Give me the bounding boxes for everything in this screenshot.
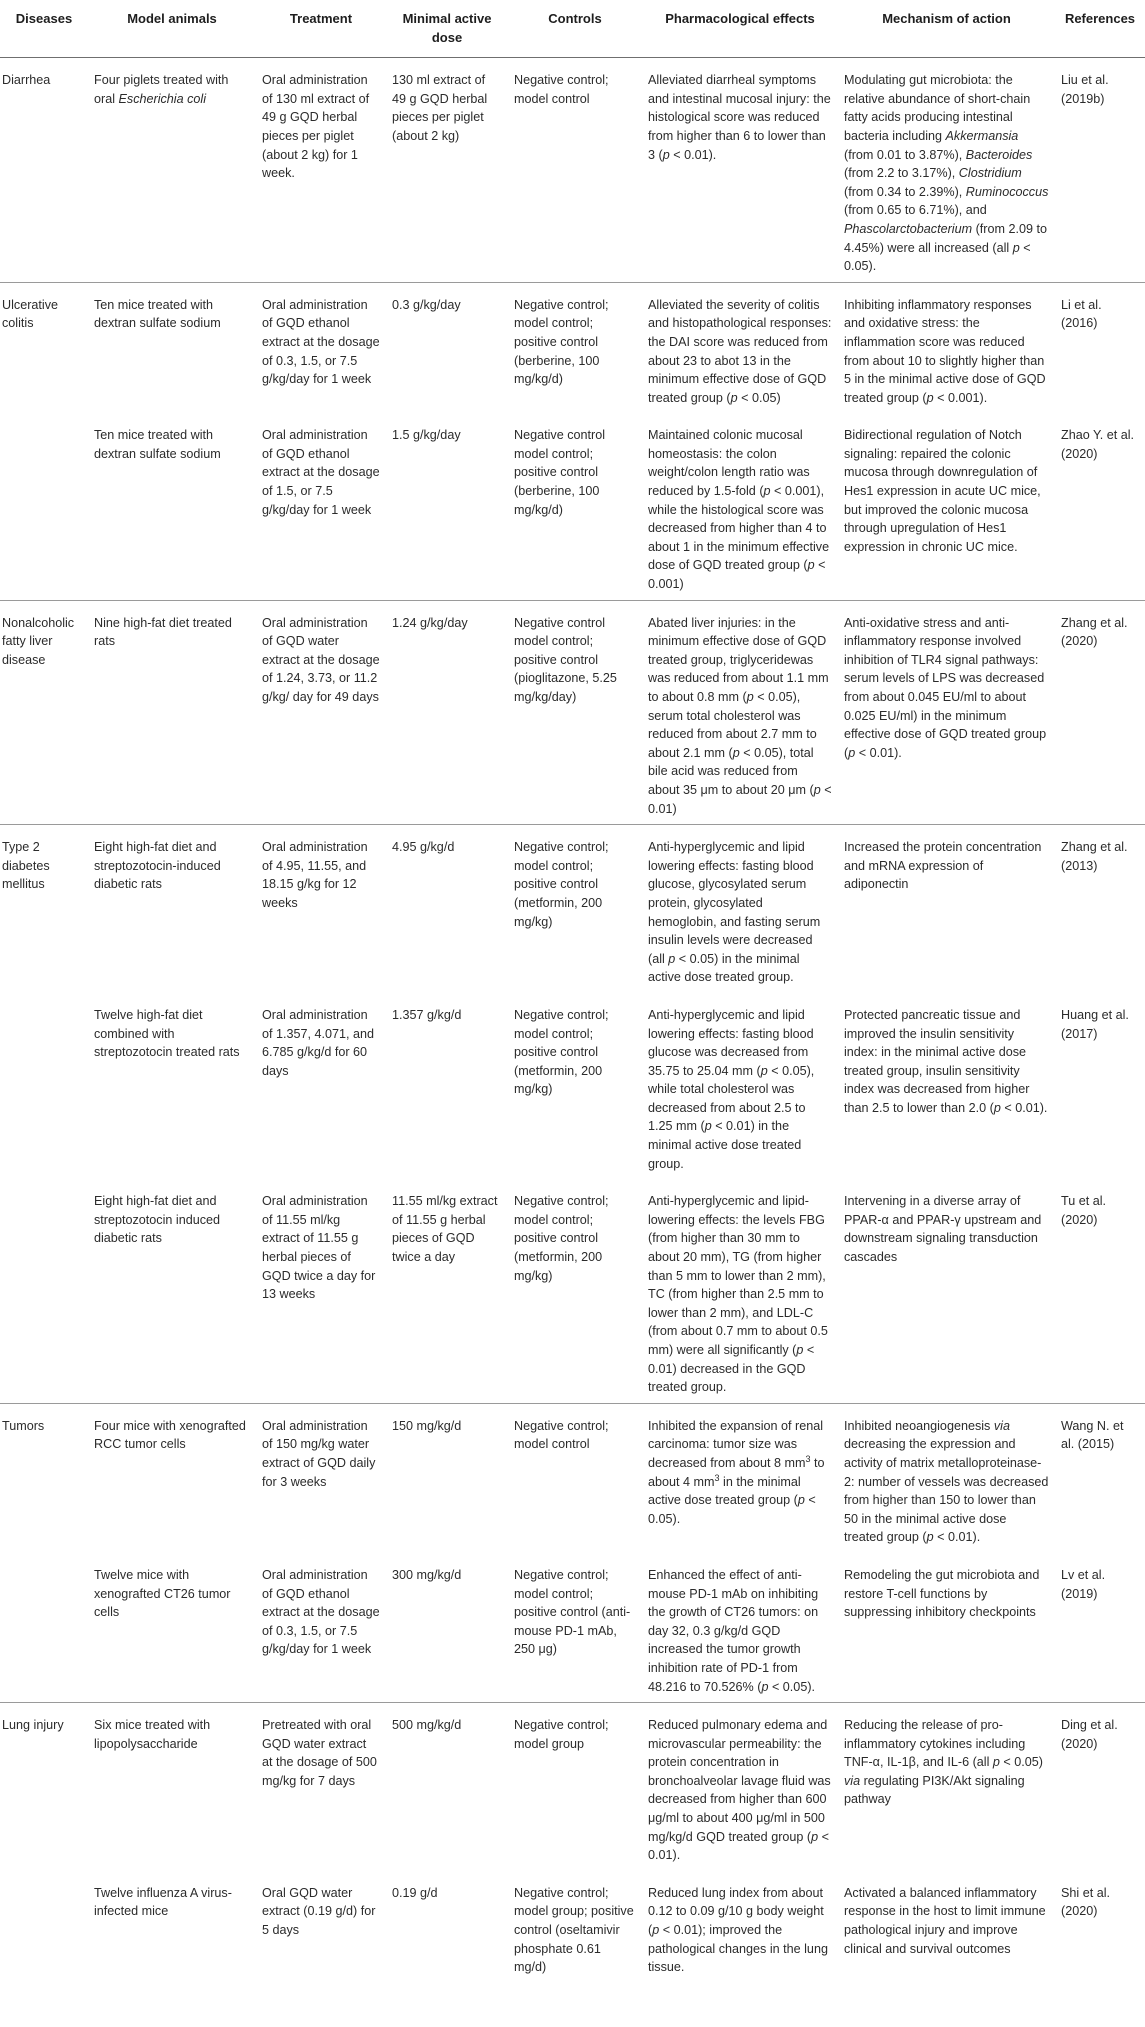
header-pharmacological-effects: Pharmacological effects: [642, 0, 838, 58]
minimal-dose-cell: 0.3 g/kg/day: [386, 282, 508, 413]
reference-cell: Li et al. (2016): [1055, 282, 1145, 413]
pharmacological-effects-cell: Anti-hyperglycemic and lipid-lowering effects: the levels FBG (from higher than 30 mm to about 20 mm), TG (from higher than 5 mm to lower than 2 mm), TC (from higher than 2.5 mm to lower than 2 mm), and LDL-C (from about 0.7 mm to about 0.5 mm) were all significantly (p < 0.01) decreased in the GQD treated group.: [648, 1194, 828, 1395]
mechanism-cell: Reducing the release of pro-inflammatory cytokines including TNF-α, IL-1β, and IL-6 (all p < 0.05) via regulating PI3K/Akt signaling pathway: [838, 1703, 1055, 1871]
model-animals-cell: Twelve mice with xenografted CT26 tumor cells: [94, 1567, 231, 1620]
mechanism-cell: Anti-oxidative stress and anti-inflammatory response involved inhibition of TLR4 signal pathways: serum levels of LPS was decreased from about 0.045 EU/ml to about 0.025 EU/ml) in the minimum effective dose of GQD treated group (p < 0.01).: [838, 600, 1055, 825]
mechanism-cell: Activated a balanced inflammatory response in the host to limit immune pathological injury and improve clinical and survival outcomes: [844, 1885, 1046, 1956]
reference-cell: Zhao Y. et al. (2020): [1061, 428, 1135, 461]
table-row: [0, 600, 1145, 825]
pharmacological-effects-cell: Inhibited the expansion of renal carcinoma: tumor size was decreased from about 8 $mm^3$ to about 4 $mm^3$ in the minimal active dose treated group (p < 0.05).: [642, 1403, 838, 1553]
table-body: [0, 58, 1145, 1983]
reference-cell: Tu et al. (2020): [1061, 1194, 1107, 1227]
minimal-dose-cell: 1.357 g/kg/d: [392, 1007, 462, 1022]
disease-cell: Tumors: [0, 1403, 88, 1553]
disease-cell: [0, 1553, 88, 1703]
controls-cell: Negative control; model control; positive control (metformin, 200 mg/kg): [514, 1194, 609, 1283]
model-animals-cell: Eight high-fat diet and streptozotocin-induced diabetic rats: [88, 825, 256, 993]
mechanism-cell: Inhibited neoangiogenesis via decreasing the expression and activity of matrix metalloproteinase-2: number of vessels was decreased from higher than 150 to lower than 50 in the minimal active dose treated group (p < 0.01).: [838, 1403, 1055, 1553]
pharmacological-effects-cell: Enhanced the effect of anti-mouse PD-1 mAb on inhibiting the growth of CT26 tumors: on day 32, 0.3 g/kg/d GQD increased the tumor growth inhibition rate of PD-1 from 48.216 to 70.526% (p < 0.05).: [648, 1567, 819, 1694]
table-row: [0, 282, 1145, 413]
table-row: [0, 993, 1145, 1179]
treatment-cell: Oral administration of GQD ethanol extract at the dosage of 0.3, 1.5, or 7.5 g/kg/day for 1 week: [262, 1567, 380, 1657]
table-row: [0, 825, 1145, 993]
header-controls: Controls: [508, 0, 642, 58]
mechanism-cell: Modulating gut microbiota: the relative abundance of short-chain fatty acids producing intestinal bacteria including Akkermansia (from 0.01 to 3.87%), Bacteroides (from 2.2 to 3.17%), Clostridium (from 0.34 to 2.39%), Ruminococcus (from 0.65 to 6.71%), and Phascolarctobacterium (from 2.09 to 4.45%) were all increased (all p < 0.05).: [844, 73, 1049, 274]
model-animals-cell: Six mice treated with lipopolysaccharide: [88, 1703, 256, 1871]
model-animals-cell: Twelve high-fat diet combined with streptozotocin treated rats: [94, 1007, 240, 1060]
header-row: [0, 0, 1145, 58]
pharmacological-effects-cell: Maintained colonic mucosal homeostasis: the colon weight/colon length ratio was reduced by 1.5-fold (p < 0.001), while the histological score was decreased from higher than 4 to about 1 in the minimum effective dose of GQD treated group (p < 0.001): [648, 428, 830, 592]
disease-cell: [0, 993, 88, 1179]
reference-cell: Zhang et al. (2013): [1055, 825, 1145, 993]
treatment-cell: Oral administration of GQD ethanol extract at the dosage of 1.5, or 7.5 g/kg/day for 1 week: [262, 428, 380, 517]
disease-cell: [0, 1871, 88, 1983]
controls-cell: Negative control; model group; positive control (oseltamivir phosphate 0.61 mg/d): [514, 1885, 634, 1975]
reference-cell: Liu et al. (2019b): [1061, 73, 1109, 106]
reference-cell: Lv et al. (2019): [1061, 1567, 1106, 1601]
treatment-cell: Oral administration of GQD ethanol extract at the dosage of 0.3, 1.5, or 7.5 g/kg/day for 1 week: [256, 282, 386, 413]
disease-cell: [0, 1179, 88, 1403]
treatment-cell: Oral administration of 150 mg/kg water extract of GQD daily for 3 weeks: [256, 1403, 386, 1553]
model-animals-cell: Ten mice treated with dextran sulfate sodium: [94, 428, 221, 461]
controls-cell: Negative control model control; positive control (berberine, 100 mg/kg/d): [514, 428, 606, 517]
controls-cell: Negative control; model group: [508, 1703, 642, 1871]
minimal-dose-cell: 500 mg/kg/d: [386, 1703, 508, 1871]
controls-cell: Negative control model control; positive control (pioglitazone, 5.25 mg/kg/day): [508, 600, 642, 825]
mechanism-cell: Inhibiting inflammatory responses and oxidative stress: the inflammation score was reduced from about 10 to slightly higher than 5 in the minimal active dose of GQD treated group (p < 0.001).: [838, 282, 1055, 413]
treatment-cell: Oral administration of 11.55 ml/kg extract of 11.55 g herbal pieces of GQD twice a day for 13 weeks: [262, 1194, 376, 1302]
header-diseases: Diseases: [0, 0, 88, 58]
controls-cell: Negative control; model control; positive control (metformin, 200 mg/kg): [508, 825, 642, 993]
disease-cell: Ulcerative colitis: [0, 282, 88, 413]
disease-cell: [0, 413, 88, 600]
treatment-cell: Pretreated with oral GQD water extract at the dosage of 500 mg/kg for 7 days: [256, 1703, 386, 1871]
model-animals-cell: Twelve influenza A virus-infected mice: [94, 1885, 232, 1919]
minimal-dose-cell: 1.5 g/kg/day: [392, 428, 461, 443]
pharmacological-effects-cell: Anti-hyperglycemic and lipid lowering effects: fasting blood glucose, glycosylated serum protein, glycosylated hemoglobin, and fasting serum insulin levels were decreased (all p < 0.05) in the minimal active dose treated group.: [642, 825, 838, 993]
pharmacological-effects-cell: Anti-hyperglycemic and lipid lowering effects: fasting blood glucose was decreased from 35.75 to 25.04 mm (p < 0.05), while total cholesterol was decreased from about 2.5 to 1.25 mm (p < 0.01) in the minimal active dose treated group.: [648, 1007, 815, 1171]
mechanism-cell: Bidirectional regulation of Notch signaling: repaired the colonic mucosa through downregulation of Hes1 expression in acute UC mice, but improved the colonic mucosa through upregulation of Hes1 expression in chronic UC mice.: [844, 428, 1041, 554]
minimal-dose-cell: 300 mg/kg/d: [392, 1567, 462, 1582]
treatment-cell: Oral administration of 1.357, 4.071, and 6.785 g/kg/d for 60 days: [262, 1007, 375, 1078]
controls-cell: Negative control; model control: [508, 1403, 642, 1553]
reference-cell: Wang N. et al. (2015): [1055, 1403, 1145, 1553]
controls-cell: Negative control; model control; positive control (anti-mouse PD-1 mAb, 250 μg): [514, 1567, 631, 1657]
table-row: [0, 58, 1145, 283]
disease-cell: Diarrhea: [2, 73, 51, 88]
mechanism-cell: Intervening in a diverse array of PPAR-α and PPAR-γ upstream and downstream signaling transduction cascades: [844, 1194, 1042, 1265]
header-treatment: Treatment: [256, 0, 386, 58]
header-mechanism: Mechanism of action: [838, 0, 1055, 58]
table-row: [0, 1703, 1145, 1871]
pharmacological-effects-cell: Alleviated diarrheal symptoms and intestinal mucosal injury: the histological score was reduced from higher than 6 to lower than 3 (p < 0.01).: [648, 73, 831, 162]
table-row: [0, 1179, 1145, 1403]
controls-cell: Negative control; model control; positive control (berberine, 100 mg/kg/d): [508, 282, 642, 413]
mechanism-cell: Protected pancreatic tissue and improved the insulin sensitivity index: in the minimal active dose treated group, insulin sensitivity index was decreased from higher than 2.5 to lower than 2.0 (p < 0.01).: [844, 1007, 1048, 1115]
header-model-animals: Model animals: [88, 0, 256, 58]
model-animals-cell: Four mice with xenografted RCC tumor cells: [88, 1403, 256, 1553]
header-minimal-dose: Minimal active dose: [386, 0, 508, 58]
treatment-cell: Oral administration of GQD water extract at the dosage of 1.24, 3.73, or 11.2 g/kg/ day for 49 days: [256, 600, 386, 825]
minimal-dose-cell: 150 mg/kg/d: [386, 1403, 508, 1553]
reference-cell: Shi et al. (2020): [1061, 1885, 1111, 1919]
disease-cell: Lung injury: [0, 1703, 88, 1871]
table-row: [0, 413, 1145, 600]
table-row: [0, 1871, 1145, 1983]
treatment-cell: Oral GQD water extract (0.19 g/d) for 5 days: [262, 1885, 376, 1938]
pharmacological-effects-cell: Reduced pulmonary edema and microvascular permeability: the protein concentration in bronchoalveolar lavage fluid was decreased from higher than 600 μg/ml to about 400 μg/ml in 500 mg/kg/d GQD treated group (p < 0.01).: [642, 1703, 838, 1871]
controls-cell: Negative control; model control; positive control (metformin, 200 mg/kg): [514, 1007, 609, 1097]
reference-cell: Zhang et al. (2020): [1055, 600, 1145, 825]
pharmacological-effects-cell: Reduced lung index from about 0.12 to 0.09 g/10 g body weight (p < 0.01); improved the pathological changes in the lung tissue.: [648, 1885, 828, 1975]
model-animals-cell: Ten mice treated with dextran sulfate sodium: [88, 282, 256, 413]
model-animals-cell: Nine high-fat diet treated rats: [88, 600, 256, 825]
table-row: [0, 1403, 1145, 1553]
reference-cell: Huang et al. (2017): [1061, 1007, 1129, 1041]
treatment-cell: Oral administration of 4.95, 11.55, and 18.15 g/kg for 12 weeks: [256, 825, 386, 993]
mechanism-cell: Increased the protein concentration and mRNA expression of adiponectin: [838, 825, 1055, 993]
minimal-dose-cell: 1.24 g/kg/day: [386, 600, 508, 825]
minimal-dose-cell: 130 ml extract of 49 g GQD herbal pieces per piglet (about 2 kg): [392, 73, 488, 143]
treatment-cell: Oral administration of 130 ml extract of 49 g GQD herbal pieces per piglet (about 2 kg) for 1 week.: [262, 73, 370, 181]
table-row: [0, 1553, 1145, 1703]
disease-cell: Nonalcoholic fatty liver disease: [0, 600, 88, 825]
table-header: [0, 0, 1145, 58]
controls-cell: Negative control; model control: [514, 73, 609, 106]
reference-cell: Ding et al. (2020): [1055, 1703, 1145, 1871]
header-references: References: [1055, 0, 1145, 58]
disease-cell: Type 2 diabetes mellitus: [0, 825, 88, 993]
model-animals-cell: Eight high-fat diet and streptozotocin induced diabetic rats: [94, 1194, 221, 1246]
pharmacological-effects-cell: Abated liver injuries: in the minimum effective dose of GQD treated group, triglyceridewas was reduced from about 1.1 mm to about 0.8 mm (p < 0.05), serum total cholesterol was reduced from about 2.7 mm to about 2.1 mm (p < 0.05), total bile acid was reduced from about 35 μm to about 20 μm (p < 0.01): [642, 600, 838, 825]
minimal-dose-cell: 11.55 ml/kg extract of 11.55 g herbal pieces of GQD twice a day: [392, 1194, 498, 1265]
minimal-dose-cell: 0.19 g/d: [392, 1885, 438, 1900]
model-animals-cell: Four piglets treated with oral Escherichia coli: [94, 73, 229, 106]
pharmacological-effects-cell: Alleviated the severity of colitis and histopathological responses: the DAI score was reduced from about 23 to abot 13 in the minimum effective dose of GQD treated group (p < 0.05): [642, 282, 838, 413]
minimal-dose-cell: 4.95 g/kg/d: [386, 825, 508, 993]
mechanism-cell: Remodeling the gut microbiota and restore T-cell functions by suppressing inhibitory checkpoints: [844, 1567, 1040, 1620]
